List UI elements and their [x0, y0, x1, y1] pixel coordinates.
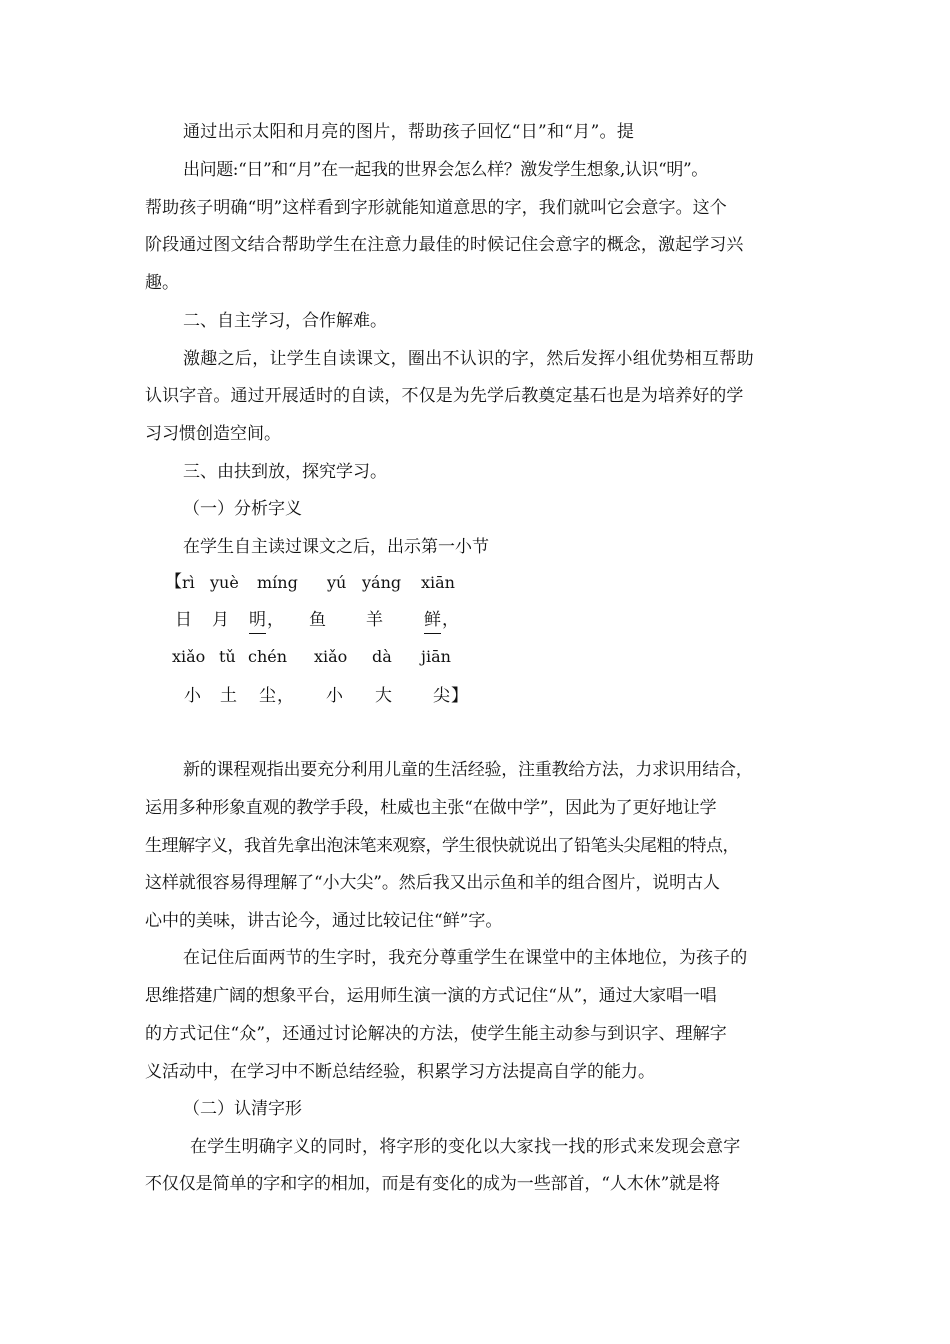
poem-char-ming: 明	[249, 608, 266, 634]
subsection-heading-2: （二）认清字形	[183, 1099, 302, 1119]
para2-line3: 习习惯创造空间。	[145, 424, 281, 444]
para1-line2: 出问题:“日”和“月”在一起我的世界会怎么样？激发学生想象,认识“明”。	[183, 160, 708, 180]
poem-open-bracket: 【	[165, 572, 182, 592]
poem-char-chen: 尘	[259, 686, 276, 706]
pinyin-row2-3: chén	[248, 647, 288, 666]
pinyin-row2-5: dà	[372, 647, 392, 666]
pinyin-row1-6: xiān	[421, 573, 455, 592]
pinyin-row2-1: xiǎo	[172, 647, 206, 666]
poem-comma-2: ，	[442, 610, 459, 630]
poem-char-tu: 土	[220, 686, 237, 706]
poem-char-ri: 日	[175, 610, 192, 630]
para5-line1: 在学生明确字义的同时，将字形的变化以大家找一找的形式来发现会意字	[190, 1137, 741, 1157]
para3-line1: 新的课程观指出要充分利用儿童的生活经验，注重教给方法，力求识用结合，	[183, 760, 753, 780]
pinyin-row2-2: tǔ	[219, 647, 236, 666]
section-heading-3: 三、由扶到放，探究学习。	[183, 462, 387, 482]
subsection-heading-1: （一）分析字义	[183, 499, 302, 519]
poem-char-xiao-1: 小	[184, 686, 201, 706]
pinyin-row2-4: xiǎo	[314, 647, 348, 666]
poem-char-da: 大	[375, 686, 392, 706]
para1-line3: 帮助孩子明确“明”这样看到字形就能知道意思的字，我们就叫它会意字。这个	[145, 198, 727, 218]
poem-intro: 在学生自主读过课文之后，出示第一小节	[183, 537, 489, 557]
para1-line4: 阶段通过图文结合帮助学生在注意力最佳的时候记住会意字的概念，激起学习兴	[145, 235, 744, 255]
para1-line1: 通过出示太阳和月亮的图片，帮助孩子回忆“日”和“月”。提	[183, 122, 635, 142]
para2-line2: 认识字音。通过开展适时的自读，不仅是为先学后教奠定基石也是为培养好的学	[145, 386, 744, 406]
pinyin-row1-4: yú	[327, 573, 347, 592]
poem-char-yue: 月	[212, 610, 229, 630]
para3-line3: 生理解字义，我首先拿出泡沫笔来观察，学生很快就说出了铅笔头尖尾粗的特点，	[145, 836, 739, 856]
para5-line2: 不仅仅是简单的字和字的相加，而是有变化的成为一些部首，“人木休”就是将	[145, 1174, 720, 1194]
poem-comma-3: ，	[277, 686, 294, 706]
poem-char-jian: 尖	[433, 686, 450, 706]
pinyin-row2-6: jiān	[421, 647, 451, 666]
para3-line5: 心中的美味，讲古论今，通过比较记住“鲜”字。	[145, 911, 503, 931]
para4-line1: 在记住后面两节的生字时，我充分尊重学生在课堂中的主体地位，为孩子的	[183, 948, 748, 968]
para1-line5: 趣。	[145, 273, 179, 293]
pinyin-row1-2: yuè	[210, 573, 239, 592]
poem-char-yang: 羊	[366, 610, 383, 630]
poem-char-xian: 鲜	[424, 608, 441, 634]
poem-char-xiao-2: 小	[326, 686, 343, 706]
para4-line4: 义活动中，在学习中不断总结经验，积累学习方法提高自学的能力。	[145, 1062, 655, 1082]
para3-line4: 这样就很容易得理解了“小大尖”。然后我又出示鱼和羊的组合图片，说明古人	[145, 873, 720, 893]
pinyin-row1-3: míng	[257, 573, 298, 592]
para2-line1: 激趣之后，让学生自读课文，圈出不认识的字，然后发挥小组优势相互帮助	[183, 349, 754, 369]
para3-line2: 运用多种形象直观的教学手段，杜威也主张“在做中学”，因此为了更好地让学	[145, 798, 717, 818]
poem-comma-1: ，	[267, 610, 284, 630]
para4-line3: 的方式记住“众”，还通过讨论解决的方法，使学生能主动参与到识字、理解字	[145, 1024, 727, 1044]
section-heading-2: 二、自主学习，合作解难。	[183, 311, 387, 331]
pinyin-row1-5: yáng	[362, 573, 402, 592]
pinyin-row1-1: rì	[182, 573, 195, 592]
poem-char-yu: 鱼	[309, 610, 326, 630]
para4-line2: 思维搭建广阔的想象平台，运用师生演一演的方式记住“从”，通过大家唱一唱	[145, 986, 717, 1006]
poem-close-bracket: 】	[451, 686, 468, 706]
